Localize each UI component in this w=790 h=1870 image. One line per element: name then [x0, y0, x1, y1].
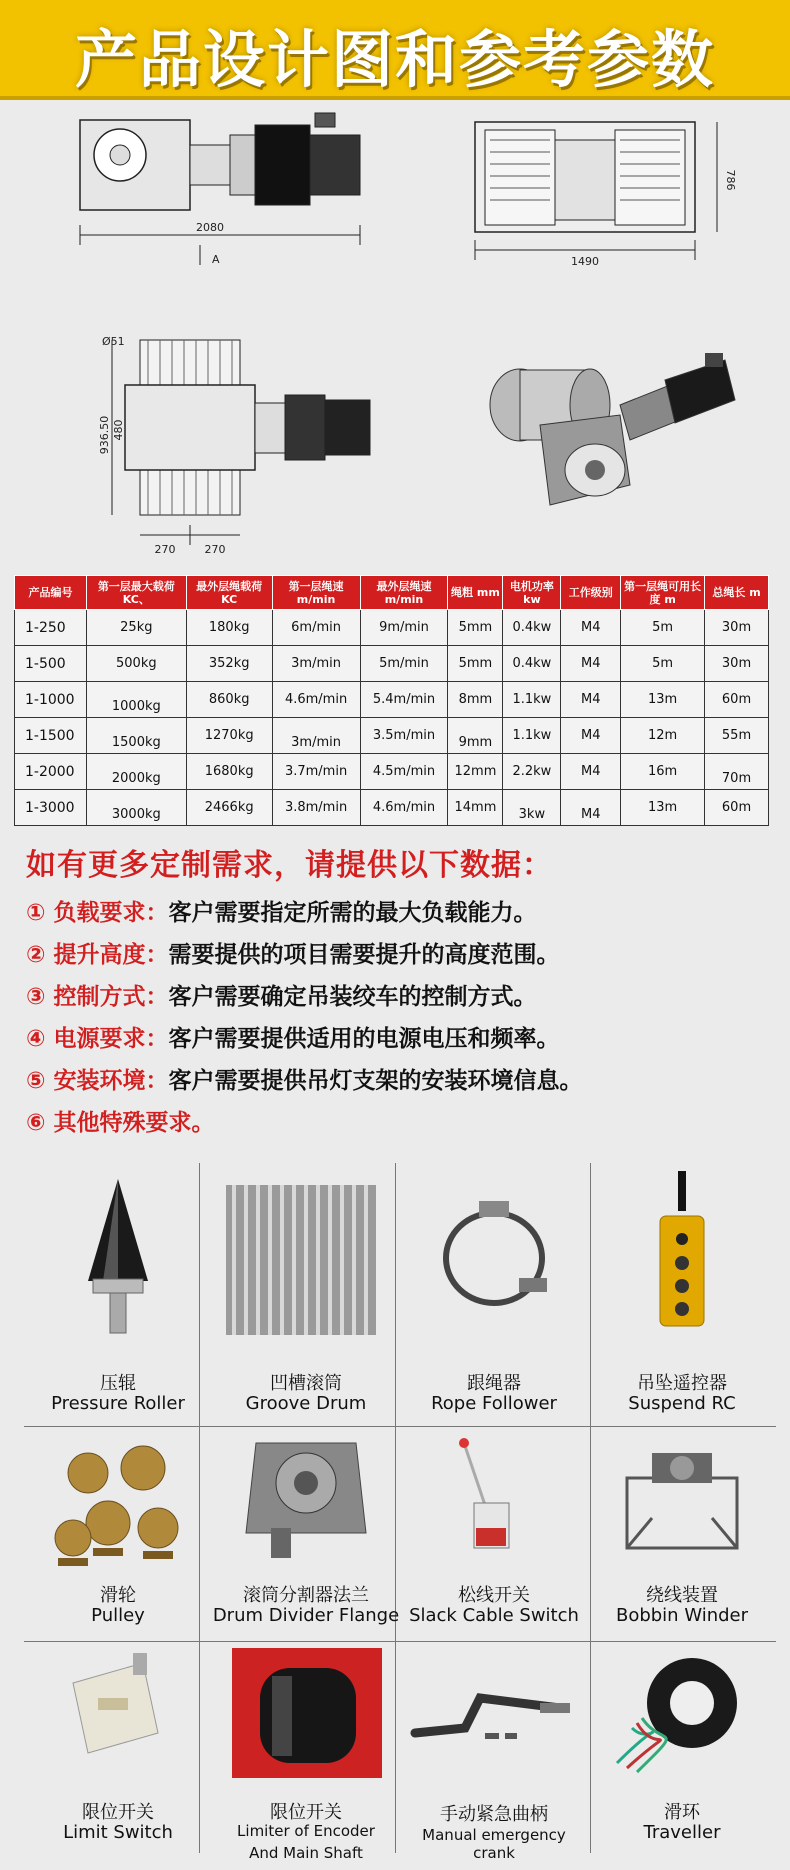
dim-480: 480 [112, 419, 125, 441]
accessory-en-label: Rope Follower [431, 1393, 557, 1414]
requirements-list [26, 892, 766, 1144]
accessory-en-label: Suspend RC [628, 1393, 736, 1414]
cell-first-speed: 3m/min [272, 718, 360, 754]
accessory-traveller [588, 1648, 776, 1862]
rope-follower-icon [424, 1193, 564, 1333]
drawing-side-view [455, 110, 745, 270]
accessory-emergency-crank [400, 1648, 588, 1862]
cell-first-length: 12m [621, 718, 705, 754]
grid-divider [24, 1426, 776, 1427]
limit-switch-icon [48, 1648, 188, 1788]
accessory-cn-label: 吊坠遥控器 [637, 1373, 727, 1394]
divider-flange-icon [236, 1433, 376, 1573]
accessory-cn-label: 滑环 [664, 1802, 700, 1823]
th-total-length: 总绳长 m [705, 576, 769, 610]
accessory-cn-label: 限位开关 [82, 1802, 154, 1823]
requirement-key: 电源要求： [53, 1026, 169, 1052]
cell-first-load: 500kg [86, 646, 186, 682]
cell-outer-load: 1270kg [186, 718, 272, 754]
cell-model: 1-2000 [15, 754, 87, 790]
accessory-cn-label: 绕线装置 [646, 1585, 718, 1606]
th-outer-layer-speed: 最外层绳速 m/min [360, 576, 448, 610]
cell-total-length: 60m [705, 682, 769, 718]
cell-first-length: 16m [621, 754, 705, 790]
cell-outer-load: 1680kg [186, 754, 272, 790]
cell-first-length: 5m [621, 610, 705, 646]
dim-270-right: 270 [204, 543, 226, 556]
accessory-groove-drum [212, 1163, 400, 1414]
cell-rope: 14mm [448, 790, 503, 826]
accessory-cn-label: 滑轮 [100, 1585, 136, 1606]
cell-power: 2.2kw [503, 754, 561, 790]
crank-icon [410, 1678, 580, 1818]
table-row [15, 646, 769, 682]
cell-class: M4 [561, 754, 621, 790]
slack-switch-icon [424, 1438, 564, 1578]
cell-class: M4 [561, 682, 621, 718]
th-first-layer-length: 第一层绳可用长度 m [621, 576, 705, 610]
th-first-layer-speed: 第一层绳速 m/min [272, 576, 360, 610]
accessory-pulley [24, 1433, 212, 1647]
requirement-key: 安装环境： [53, 1068, 169, 1094]
requirement-key: 提升高度： [53, 942, 169, 968]
accessory-pressure-roller [24, 1163, 212, 1414]
requirement-key: 负载要求： [53, 900, 169, 926]
dim-270-left: 270 [154, 543, 176, 556]
table-row [15, 682, 769, 718]
accessory-cn-label: 手动紧急曲柄 [440, 1804, 548, 1825]
groove-drum-icon [226, 1185, 376, 1325]
cell-rope: 5mm [448, 610, 503, 646]
accessory-cn-label: 压辊 [100, 1373, 136, 1394]
cell-first-length: 13m [621, 790, 705, 826]
accessory-rope-follower [400, 1163, 588, 1414]
dim-1490: 1490 [571, 255, 599, 268]
requirement-item [26, 934, 766, 976]
cell-first-speed: 4.6m/min [272, 682, 360, 718]
requirement-key: 其他特殊要求。 [53, 1110, 215, 1136]
title-banner [0, 0, 790, 100]
requirement-item [26, 892, 766, 934]
accessory-en-label: Slack Cable Switch [409, 1605, 579, 1626]
accessory-en-label: Manual emergency crank [422, 1826, 566, 1862]
requirement-number: ⑤ [26, 1068, 46, 1094]
requirement-number: ② [26, 942, 46, 968]
bobbin-winder-icon [612, 1438, 752, 1578]
cell-total-length: 55m [705, 718, 769, 754]
cell-total-length: 30m [705, 610, 769, 646]
th-outer-layer-load: 最外层绳载荷 KC [186, 576, 272, 610]
cell-rope: 9mm [448, 718, 503, 754]
requirement-number: ① [26, 900, 46, 926]
accessories-grid [24, 1163, 776, 1862]
cell-power: 0.4kw [503, 646, 561, 682]
banner-title: 产品设计图和参考参数 [74, 23, 715, 96]
requirement-item [26, 976, 766, 1018]
requirement-text: 客户需要确定吊装绞车的控制方式。 [168, 984, 537, 1010]
dim-a: A [212, 253, 220, 266]
requirement-text: 客户需要提供吊灯支架的安装环境信息。 [168, 1068, 583, 1094]
cell-class: M4 [561, 718, 621, 754]
accessory-en-label: Traveller [643, 1822, 721, 1843]
cell-class: M4 [561, 610, 621, 646]
th-work-class: 工作级别 [561, 576, 621, 610]
pressure-roller-icon [48, 1171, 188, 1311]
accessory-cn-label: 跟绳器 [467, 1373, 521, 1394]
drawing-3d-render [470, 345, 760, 520]
cell-outer-load: 352kg [186, 646, 272, 682]
cell-power: 1.1kw [503, 718, 561, 754]
accessory-en-label: Limit Switch [63, 1822, 173, 1843]
pulley-icon [48, 1433, 188, 1573]
requirement-text: 客户需要指定所需的最大负载能力。 [168, 900, 537, 926]
cell-outer-load: 180kg [186, 610, 272, 646]
accessory-en-label: Drum Divider Flange [212, 1605, 400, 1626]
th-first-layer-load: 第一层最大载荷 KC、 [86, 576, 186, 610]
requirement-text: 需要提供的项目需要提升的高度范围。 [168, 942, 560, 968]
requirement-key: 控制方式： [53, 984, 169, 1010]
drawing-top-view [100, 325, 420, 560]
cell-model: 1-1500 [15, 718, 87, 754]
th-motor-power: 电机功率 kw [503, 576, 561, 610]
accessory-cn-label: 凹槽滚筒 [270, 1373, 342, 1394]
cell-class: M4 [561, 790, 621, 826]
th-rope-diameter: 绳粗 mm [448, 576, 503, 610]
cell-power: 3kw [503, 790, 561, 826]
accessory-en-label: Groove Drum [245, 1393, 367, 1414]
cell-power: 0.4kw [503, 610, 561, 646]
drawing-front-view [60, 105, 390, 270]
cell-first-speed: 6m/min [272, 610, 360, 646]
cell-outer-speed: 3.5m/min [360, 718, 448, 754]
cell-outer-speed: 4.6m/min [360, 790, 448, 826]
table-header-row [15, 576, 769, 610]
cell-outer-speed: 4.5m/min [360, 754, 448, 790]
requirement-item [26, 1018, 766, 1060]
cell-model: 1-250 [15, 610, 87, 646]
accessory-bobbin-winder [588, 1433, 776, 1647]
cell-first-load: 2000kg [86, 754, 186, 790]
cell-outer-speed: 5m/min [360, 646, 448, 682]
accessory-divider-flange [212, 1433, 400, 1647]
encoder-limiter-icon [232, 1648, 382, 1788]
cell-rope: 12mm [448, 754, 503, 790]
cell-first-speed: 3.8m/min [272, 790, 360, 826]
accessory-limit-switch [24, 1648, 212, 1862]
cell-rope: 5mm [448, 646, 503, 682]
th-model: 产品编号 [15, 576, 87, 610]
accessory-encoder-limiter [212, 1648, 400, 1862]
requirement-number: ⑥ [26, 1110, 46, 1136]
table-row [15, 790, 769, 826]
requirement-item [26, 1102, 766, 1144]
cell-model: 1-1000 [15, 682, 87, 718]
cell-rope: 8mm [448, 682, 503, 718]
accessory-cn-label: 限位开关 [270, 1802, 342, 1823]
table-row [15, 718, 769, 754]
dim-2080: 2080 [196, 221, 224, 234]
spec-table [14, 575, 769, 826]
cell-outer-load: 2466kg [186, 790, 272, 826]
accessory-en-label: Limiter of Encoder [237, 1822, 375, 1840]
accessory-en-label: Pulley [91, 1605, 145, 1626]
dim-d51: Ø51 [102, 335, 125, 348]
accessory-cn-label: 滚筒分割器法兰 [243, 1585, 369, 1606]
pendant-remote-icon [612, 1171, 752, 1311]
dim-93650: 936.50 [98, 415, 111, 455]
table-row [15, 610, 769, 646]
requirement-item [26, 1060, 766, 1102]
requirement-number: ④ [26, 1026, 46, 1052]
accessory-en-label: Bobbin Winder [615, 1605, 749, 1626]
cell-model: 1-500 [15, 646, 87, 682]
requirements-heading: 如有更多定制需求，请提供以下数据： [26, 848, 553, 883]
cell-outer-load: 860kg [186, 682, 272, 718]
requirement-number: ③ [26, 984, 46, 1010]
cell-total-length: 70m [705, 754, 769, 790]
cell-outer-speed: 5.4m/min [360, 682, 448, 718]
table-row [15, 754, 769, 790]
slip-ring-icon [612, 1648, 752, 1788]
cell-first-load: 25kg [86, 610, 186, 646]
cell-total-length: 60m [705, 790, 769, 826]
cell-model: 1-3000 [15, 790, 87, 826]
requirement-text: 客户需要提供适用的电源电压和频率。 [168, 1026, 560, 1052]
cell-first-load: 1500kg [86, 718, 186, 754]
accessory-cn-label: 松线开关 [458, 1585, 530, 1606]
cell-first-load: 1000kg [86, 682, 186, 718]
cell-first-length: 5m [621, 646, 705, 682]
accessory-slack-switch [400, 1433, 588, 1647]
cell-class: M4 [561, 646, 621, 682]
cell-first-load: 3000kg [86, 790, 186, 826]
cell-outer-speed: 9m/min [360, 610, 448, 646]
accessory-en-label: Pressure Roller [51, 1393, 185, 1414]
cell-total-length: 30m [705, 646, 769, 682]
accessory-suspend-rc [588, 1163, 776, 1414]
cell-power: 1.1kw [503, 682, 561, 718]
dim-786: 786 [724, 169, 737, 191]
cell-first-length: 13m [621, 682, 705, 718]
cell-first-speed: 3.7m/min [272, 754, 360, 790]
accessory-en-label-2: And Main Shaft [249, 1844, 363, 1862]
cell-first-speed: 3m/min [272, 646, 360, 682]
